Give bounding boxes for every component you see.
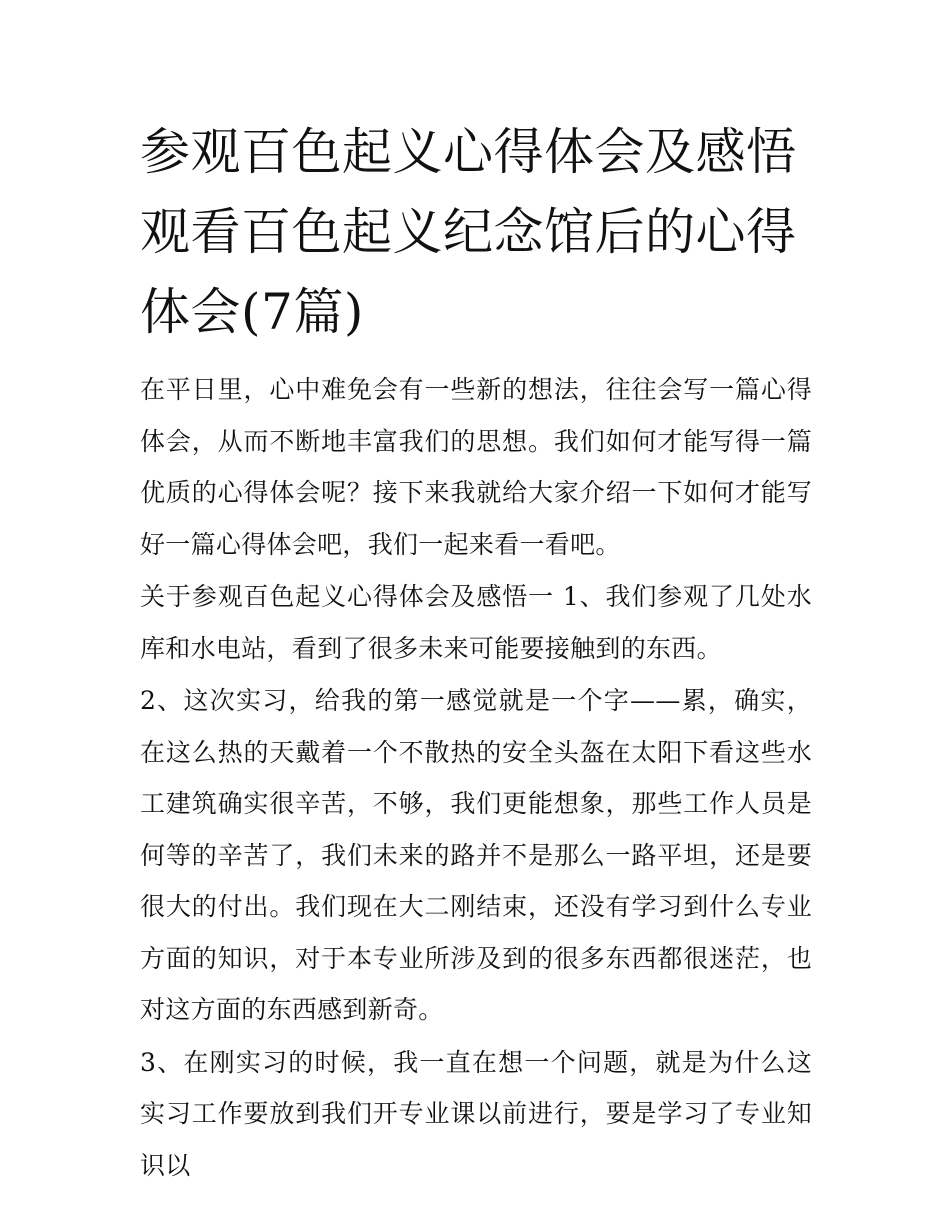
document-page <box>140 112 812 1192</box>
document-title: 参观百色起义心得体会及感悟观看百色起义纪念馆后的心得体会(7篇) <box>140 123 797 341</box>
paragraph-1: 关于参观百色起义心得体会及感悟一 1、我们参观了几处水库和水电站，看到了很多未来可能要接触到的东西。 <box>140 582 812 663</box>
paragraph-3: 3、在刚实习的时候，我一直在想一个问题，就是为什么这实习工作要放到我们开专业课以前进行，要是学习了专业知识以 <box>140 1047 812 1180</box>
paragraph-intro: 在平日里，心中难免会有一些新的想法，往往会写一篇心得体会，从而不断地丰富我们的思想。我们如何才能写得一篇优质的心得体会呢？接下来我就给大家介绍一下如何才能写好一篇心得体会吧，我们一起来看一看吧。 <box>140 375 812 559</box>
paragraph-2: 2、这次实习，给我的第一感觉就是一个字——累，确实，在这么热的天戴着一个不散热的安全头盔在太阳下看这些水工建筑确实很辛苦，不够，我们更能想象，那些工作人员是何等的辛苦了，我们未来的路并不是那么一路平坦，还是要很大的付出。我们现在大二刚结束，还没有学习到什么专业方面的知识，对于本专业所涉及到的很多东西都很迷茫，也对这方面的东西感到新奇。 <box>140 686 812 1024</box>
document-body <box>140 364 812 1191</box>
